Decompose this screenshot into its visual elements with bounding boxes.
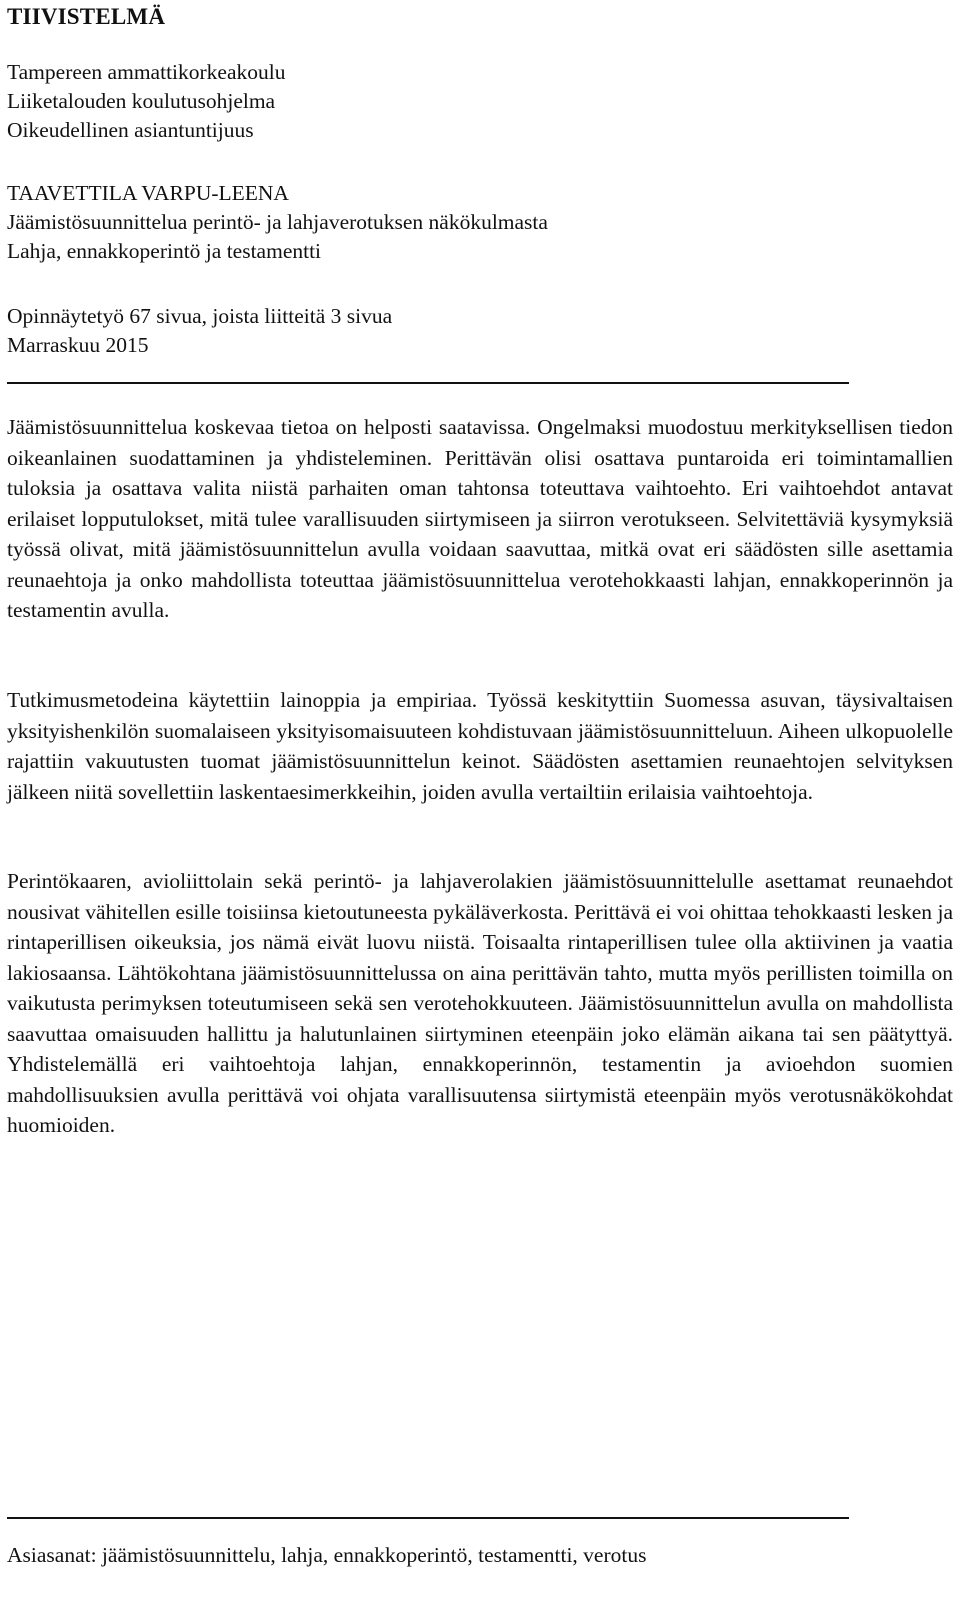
abstract-paragraph-2: Tutkimusmetodeina käytettiin lainoppia ja empiriaa. Työssä keskityttiin Suomessa asuvan, täysivaltaisen yksityishenkilön suomalaiseen yksityisomaisuuteen kohdistuvaan jäämistösuunnitteluun. Aiheen ulkopuolelle rajattiin vakuutusten tuomat jäämistösuunnittelun keinot. Säädösten asettamien reunaehtojen selvityksen jälkeen niitä sovellettiin laskentaesimerkkeihin, joiden avulla vertailtiin erilaisia vaihtoehtoja. bbox=[7, 688, 953, 804]
page-title: TIIVISTELMÄ bbox=[7, 4, 166, 29]
publication-date: Marraskuu 2015 bbox=[7, 333, 149, 357]
institution-block bbox=[7, 58, 285, 145]
divider-bottom bbox=[7, 1517, 849, 1519]
abstract-page bbox=[7, 0, 953, 1610]
abstract-paragraph-1: Jäämistösuunnittelua koskevaa tietoa on helposti saatavissa. Ongelmaksi muodostuu merkityksellisen tiedon oikeanlainen suodattaminen ja yhdisteleminen. Perittävän olisi osattava puntaroida eri toimintamallien tuloksia ja osattava valita niistä parhaiten oman tahtonsa toteuttava vaihtoehto. Eri vaihtoehdot antavat erilaiset lopputulokset, mitä tulee varallisuuden siirtymiseen ja siirron verotukseen. Selvitettäviä kysymyksiä työssä olivat, mitä jäämistösuunnittelun avulla voidaan saavuttaa, mitkä ovat eri säädösten sille asettamia reunaehtoja ja onko mahdollista toteuttaa jäämistösuunnittelua verotehokkaasti lahjan, ennakkoperinnön ja testamentin avulla. bbox=[7, 415, 953, 622]
keywords-line: Asiasanat: jäämistösuunnittelu, lahja, ennakkoperintö, testamentti, verotus bbox=[7, 1543, 647, 1567]
page-count: Opinnäytetyö 67 sivua, joista liitteitä 3 sivua bbox=[7, 304, 393, 328]
thesis-subtitle: Lahja, ennakkoperintö ja testamentti bbox=[7, 239, 322, 263]
degree-programme: Liiketalouden koulutusohjelma bbox=[7, 89, 276, 113]
school-name: Tampereen ammattikorkeakoulu bbox=[7, 60, 286, 84]
abstract-paragraph-3: Perintökaaren, avioliittolain sekä perintö- ja lahjaverolakien jäämistösuunnittelulle asettamat reunaehdot nousivat vähitellen esille toisiinsa kietoutuneesta pykäläverkosta. Perittävä ei voi ohittaa tehokkaasti lesken ja rintaperillisen oikeuksia, jos nämä eivät luovu niistä. Toisaalta rintaperillisen tulee olla aktiivinen ja vaatia lakiosaansa. Lähtökohtana jäämistösuunnittelussa on aina perittävän tahto, mutta myös perillisten toimilla on vaikutusta perimyksen toteutumiseen sekä sen verotehokkuuteen. Jäämistösuunnittelun avulla on mahdollista saavuttaa omaisuuden hallittu ja halutunlainen siirtyminen eteenpäin joko elämän aikana tai sen päätyttyä. Yhdistelemällä eri vaihtoehtoja lahjan, ennakkoperinnön, testamentin ja avioehdon suomien mahdollisuuksien avulla perittävä voi ohjata varallisuutensa siirtymistä eteenpäin myös verotusnäkökohdat huomioiden. bbox=[7, 869, 953, 1137]
thesis-title: Jäämistösuunnittelua perintö- ja lahjaverotuksen näkökulmasta bbox=[7, 210, 548, 234]
author-name: TAAVETTILA VARPU-LEENA bbox=[7, 181, 289, 205]
divider-top bbox=[7, 382, 849, 384]
thesis-info-block bbox=[7, 179, 548, 266]
specialisation: Oikeudellinen asiantuntijuus bbox=[7, 118, 254, 142]
thesis-details-block bbox=[7, 302, 392, 360]
